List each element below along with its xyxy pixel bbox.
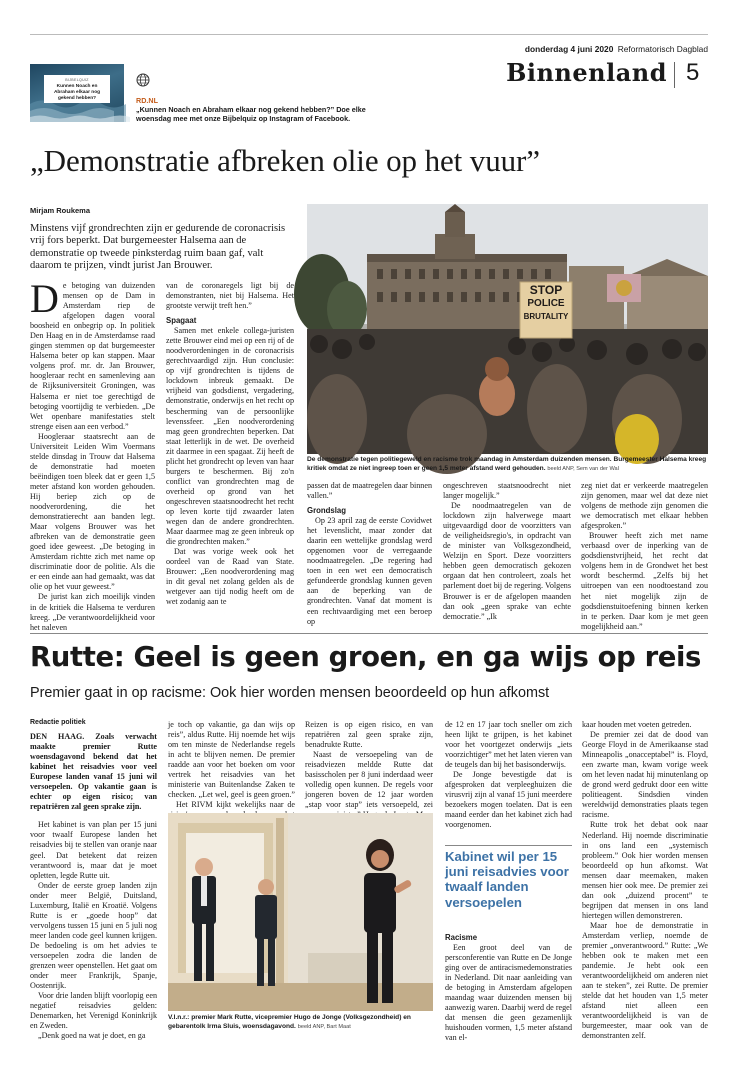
article2-subheadline: Premier gaat in op racisme: Ook hier worden mensen beoordeeld op hun afkomst bbox=[30, 685, 550, 701]
article2-paragraph: De premier zei dat de dood van George Floyd in de Amerikaanse stad Minneapolis „onacceptabel” is. Floyd, een zwarte man, kwam vorige week om het leven nadat hij minutenlang op de grond werd gedrukt door een witte politieagent. Sindsdien vinden wereldwijd demonstraties plaats tegen racisme. bbox=[582, 730, 708, 820]
article2-lead: DEN HAAG. Zoals verwacht maakte premier Rutte woensdagavond bekend dat het kabinet het reisadvies voor veel Europese landen vanaf 15 juni wil versoepelen. Op vakantie gaan is echter op eigen risico; van repatriëren zal geen sprake zijn. bbox=[30, 732, 157, 812]
header-paper: Reformatorisch Dagblad bbox=[617, 44, 708, 54]
sign-line-police: POLICE bbox=[527, 298, 565, 309]
article2-paragraph: Het RIVM kijkt wekelijks naar de bbox=[176, 800, 295, 810]
article1-paragraph: Brouwer heeft zich met name verbaasd over de inperking van de godsdienstvrijheid, het recht dat volgens hem in de Grondwet het best wordt beschermd. „Zelfs bij het uitroepen van een noodtoestand zou het niet mogelijk zijn de godsdienstuitoefening binnen kerken in te perken. Daar kom je met geen mogelijkheid aan.” bbox=[581, 531, 708, 631]
article2-column-1 bbox=[30, 732, 157, 1041]
promo-source[interactable]: RD.NL bbox=[136, 96, 158, 105]
article2-byline: Redactie politiek bbox=[30, 719, 86, 726]
article2-column-3 bbox=[305, 720, 433, 810]
top-rule bbox=[30, 34, 708, 35]
section-title: Binnenland bbox=[506, 58, 667, 87]
article1-paragraph: Dat was vorige week ook het oordeel van de Raad van State. Brouwer: „Een noodverordening mag in dit geval net zolang gelden als de wetgever aan tijd nodig heeft om de wet zodanig aan te bbox=[166, 547, 294, 607]
promo-thumb-title: Kunnen Noach en Abraham elkaar nog gekend hebben? bbox=[53, 84, 101, 101]
article2-pullquote-rule bbox=[445, 845, 572, 846]
article2-headline: Rutte: Geel is geen groen, en ga wijs op reis bbox=[30, 641, 702, 673]
article2-paragraph: de 12 en 17 jaar toch sneller om zich heen lijkt te grijpen, is het kabinet voor het voortgezet onderwijs „iets voorzichtiger” met het laten vieren van de teugels dan bij het basisonderwijs. bbox=[445, 720, 572, 770]
article2-column-5 bbox=[582, 720, 708, 1041]
article1-paragraph: passen dat de maatregelen daar binnen vallen.” bbox=[307, 481, 432, 501]
article2-caption-credit: beeld ANP, Bart Maat bbox=[297, 1023, 351, 1030]
article2-photo-caption bbox=[168, 1014, 433, 1031]
article1-byline: Mirjam Roukema bbox=[30, 206, 91, 215]
article1-paragraph: Samen met enkele collega-juristen zette Brouwer eind mei op een rij of de noodverordeningen in de coronacrisis gerechtvaardigd zijn. Hun conclusie: op vijf grondrechten is tijdens de lockdown inbreuk gemaakt. De vrijheid van godsdienst, vergadering, demonstratie, onderwijs en het recht op bescherming van de persoonlijke levenssfeer. „Een noodverordening mag geen grondrechten beperken. Dat staat letterlijk in de wet. De overheid zit daarmee in een spagaat. Zij heeft de plicht het grondrecht op leven van haar burgers te beschermen. Bij zo'n conflict van grondrechten mag de overheid op grond van het ongeschreven staatsnoodrecht het recht op leven korte tijd zwaarder laten wegen dan de andere grondrechten. Maar daarmee mag ze geen inbreuk op die grondrechten maken.” bbox=[166, 326, 294, 547]
article2-column-2 bbox=[168, 720, 295, 810]
article1-headline: „Demonstratie afbreken olie op het vuur” bbox=[30, 143, 540, 178]
article1-column-3 bbox=[307, 481, 432, 626]
globe-icon bbox=[136, 73, 150, 87]
demonstration-photo[interactable] bbox=[307, 204, 708, 454]
article2-paragraph: Voor drie landen blijft voorlopig een negatief reisadvies gelden: Denemarken, het Verenigd Koninkrijk en Zweden. bbox=[30, 991, 157, 1031]
article2-paragraph: Maar hoe de demonstratie in Amsterdam verliep, noemde de premier „onverantwoord.” Rutte: „We hebben ook te maken met een pandemie. Je hebt ook een verantwoordelijkheid om anderen niet aan te steken”, zei Rutte. De premier stelde dat het houden van 1,5 meter afstand niet alleen een verantwoordelijkheid is van de burgemeester, maar ook van de demonstranten zelf. bbox=[582, 920, 708, 1041]
article1-column-5 bbox=[581, 481, 708, 631]
promo-thumb-label: BIJBELQUIZ bbox=[65, 78, 89, 82]
article2-paragraph: kaar houden met voeten getreden. bbox=[582, 720, 692, 729]
article1-subhead-grondslag: Grondslag bbox=[307, 506, 346, 516]
article1-dropcap: D bbox=[30, 276, 59, 321]
article2-column-4b bbox=[445, 932, 572, 1043]
article1-paragraph: De jurist kan zich moeilijk vinden in de kritiek die Halsema te verduren kreeg. „De verantwoordelijkheid voor het naleven bbox=[30, 592, 155, 632]
sign-text bbox=[520, 284, 572, 323]
article1-column-1 bbox=[30, 276, 155, 632]
article1-caption-credit: beeld ANP, Sem van der Wal bbox=[547, 465, 619, 472]
sign-line-stop: STOP bbox=[529, 283, 563, 297]
article1-subhead-spagaat: Spagaat bbox=[166, 316, 197, 326]
page-number: 5 bbox=[686, 59, 700, 86]
article2-subhead-racisme: Racisme bbox=[445, 933, 478, 942]
header-date: donderdag 4 juni 2020 bbox=[524, 44, 614, 54]
promo-thumbnail[interactable] bbox=[30, 64, 124, 122]
article2-paragraph: De Jonge bevestigde dat is afgesproken dat verpleeghuizen die virusvrij zijn al vanaf 15 juni meerdere bezoekers mogen toelaten. Dat is een maand eerder dan het kabinet zich had voorgenomen. bbox=[445, 770, 572, 830]
article1-photo-caption bbox=[307, 456, 708, 473]
sign-line-brutality: BRUTALITY bbox=[523, 312, 569, 321]
article2-column-4 bbox=[445, 720, 572, 840]
article2-paragraph: Rutte trok het debat ook naar Nederland. Hij noemde discriminatie in ons land een „systemisch probleem.” Ook hier worden mensen beoordeeld op hun afkomst. Wat mensen daar meemaken, maken mensen hier ook mee. De premier zei dan ook „duizend procent” te begrijpen dat mensen in ons land hiertegen willen demonstreren. bbox=[582, 820, 708, 920]
article2-caption-text: V.l.n.r.: premier Mark Rutte, vicepremier Hugo de Jonge (Volksgezondheid) en gebarentolk Irma Sluis, woensdagavond. bbox=[168, 1014, 411, 1030]
article1-paragraph: ongeschreven staatsnoodrecht niet langer mogelijk.” bbox=[443, 481, 571, 501]
press-conference-photo[interactable] bbox=[168, 813, 433, 1011]
article1-intro: Minstens vijf grondrechten zijn er gedurende de coronacrisis vrij fors beperkt. Dat burgemeester Halsema aan de demonstratie op tweede pinksterdag ruim baan gaf, valt daarom te prijzen, vindt jurist Jan Brouwer. bbox=[30, 223, 286, 271]
article-separator bbox=[30, 633, 708, 634]
article1-column-4 bbox=[443, 481, 571, 623]
article2-paragraph: Reizen is op eigen risico, en van repatriëren zal geen sprake zijn, benadrukte Rutte. bbox=[305, 720, 433, 750]
article2-paragraph: Naast de versoepeling van de reisadviezen meldde Rutte dat basisscholen per 8 juni inderdaad weer volledig open kunnen. De regels voor jongeren boven de 12 jaar worden „stap voor stap” iets versoepeld, zei bbox=[305, 750, 433, 810]
promo-text[interactable]: „Kunnen Noach en Abraham elkaar nog gekend hebben?” Doe elke woensdag mee met onze Bijbelquiz op Instagram of Facebook. bbox=[136, 105, 366, 124]
article2-pullquote: Kabinet wil per 15 juni reisadvies voor twaalf landen versoepelen bbox=[445, 849, 569, 910]
article1-paragraph: van de coronaregels ligt bij de demonstranten, niet bij Halsema. Het grootste verwijt treft hen.” bbox=[166, 281, 294, 311]
article2-paragraph: Onder de eerste groep landen zijn onder meer België, Duitsland, Luxemburg, Italië en Kroatië. Volgens Rutte is er „goede hoop” dat vervolgens tussen 15 juni en 5 juli nog meer landen code geel kunnen krijgen. De bedoeling is om het advies te versoepelen zodra die landen de grenzen weer openstellen. Het gaat om onder meer Frankrijk, Spanje, Oostenrijk. bbox=[30, 880, 157, 991]
article2-paragraph: Een groot deel van de persconferentie van Rutte en De Jonge ging over de antiracismedemonstraties in Nederland. Dit naar aanleiding van de betoging in Amsterdam afgelopen maandag waar duizenden mensen bij aanwezig waren. Daarbij werd de regel dat mensen die geen gezamenlijk huishouden vormen, 1,5 meter afstand van el- bbox=[445, 943, 572, 1043]
article2-paragraph: Het kabinet is van plan per 15 juni voor twaalf Europese landen het reisadvies bij te stellen van oranje naar geel. Dat betekent dat reizen verantwoord is, maar dat je moet opletten, legde Rutte uit. bbox=[30, 820, 157, 880]
header-dateline bbox=[525, 44, 708, 54]
article1-caption-text: De demonstratie tegen politiegeweld en racisme trok maandag in Amsterdam duizenden mensen. Burgemeester Halsema kreeg kritiek omdat ze niet ingreep toen er geen 1,5 meter afstand werd gehouden. bbox=[307, 456, 707, 472]
article1-paragraph: Hoogleraar staatsrecht aan de Universiteit Leiden Wim Voermans stelde dinsdag in Trouw dat Halsema de demonstratie had moeten beëindigen toen bleek dat er geen 1,5 meter afstand kon worden gehouden. Hij beriep zich op de noodverordening, die het demonstratierecht aan banden legt. Maar volgens Brouwer was het afbreken van de demonstratie geen goed idee geweest. „De betoging in Amsterdam richtte zich met name op discriminatie door de politie. Als die er een einde aan had gemaakt, was dat olie op het vuur geweest.” bbox=[30, 431, 155, 592]
demonstration-scene bbox=[307, 204, 708, 454]
article2-paragraph: je toch op vakantie, ga dan wijs op reis”, aldus Rutte. Hij noemde het wijs om ten minste de Nederlandse regels in acht te blijven nemen. De premier raadde aan voor het boeken om voor vertrek het reisadvies van het ministerie van Buitenlandse Zaken te checken. „Let wel, geel is geen groen.” bbox=[168, 720, 295, 800]
article1-paragraph: e betoging van duizenden mensen op de Dam in Amsterdam riep de afgelopen dagen vooral boosheid en onbegrip op. In politiek Den Haag en in de Amsterdamse raad gingen stemmen op dat burgemeester Halsema beter op kan stappen. Maar volgens prof. mr. dr. Jan Brouwer, hoogleraar recht en samenleving aan de Rijksuniversiteit Groningen, was Halsema er niet toe gerechtigd de betoging voortijdig te verbieden. „De Wet openbare manifestaties stelt strenge eisen aan een verbod.” bbox=[30, 281, 155, 431]
article1-paragraph: De noodmaatregelen van de lockdown zijn halverwege maart uitgevaardigd door de voorzitters van de veiligheidsregio's, in opdracht van de minister van Volksgezondheid, Welzijn en Sport. Deze voorzitters hebben geen democratisch gekozen orgaan dat hen controleert, zoals het parlement doet bij de regering. Volgens Brouwer is er de afgelopen maanden dan ook „geen sprake van echte democratie.” „Ik bbox=[443, 501, 571, 621]
article1-paragraph: zeg niet dat er verkeerde maatregelen zijn genomen, maar wel dat deze niet volgens de methode zijn genomen die we democratisch met elkaar hebben afgesproken.” bbox=[581, 481, 708, 531]
article1-column-2 bbox=[166, 281, 294, 623]
article1-paragraph: Op 23 april zag de eerste Covidwet het levenslicht, maar zonder dat daarin een wettelijke grondslag werd opgenomen voor de verregaande noodmaatregelen. „De regering had toen in een wet een democratisch gefundeerde grondslag kunnen geven aan de beperking van de grondrechten. Vanaf dat moment is een rechtvaardiging met een beroep op bbox=[307, 516, 432, 626]
press-conference-scene bbox=[168, 813, 433, 1011]
section-divider bbox=[674, 62, 675, 88]
article2-paragraph: „Denk goed na wat je doet, en ga bbox=[38, 1031, 146, 1041]
